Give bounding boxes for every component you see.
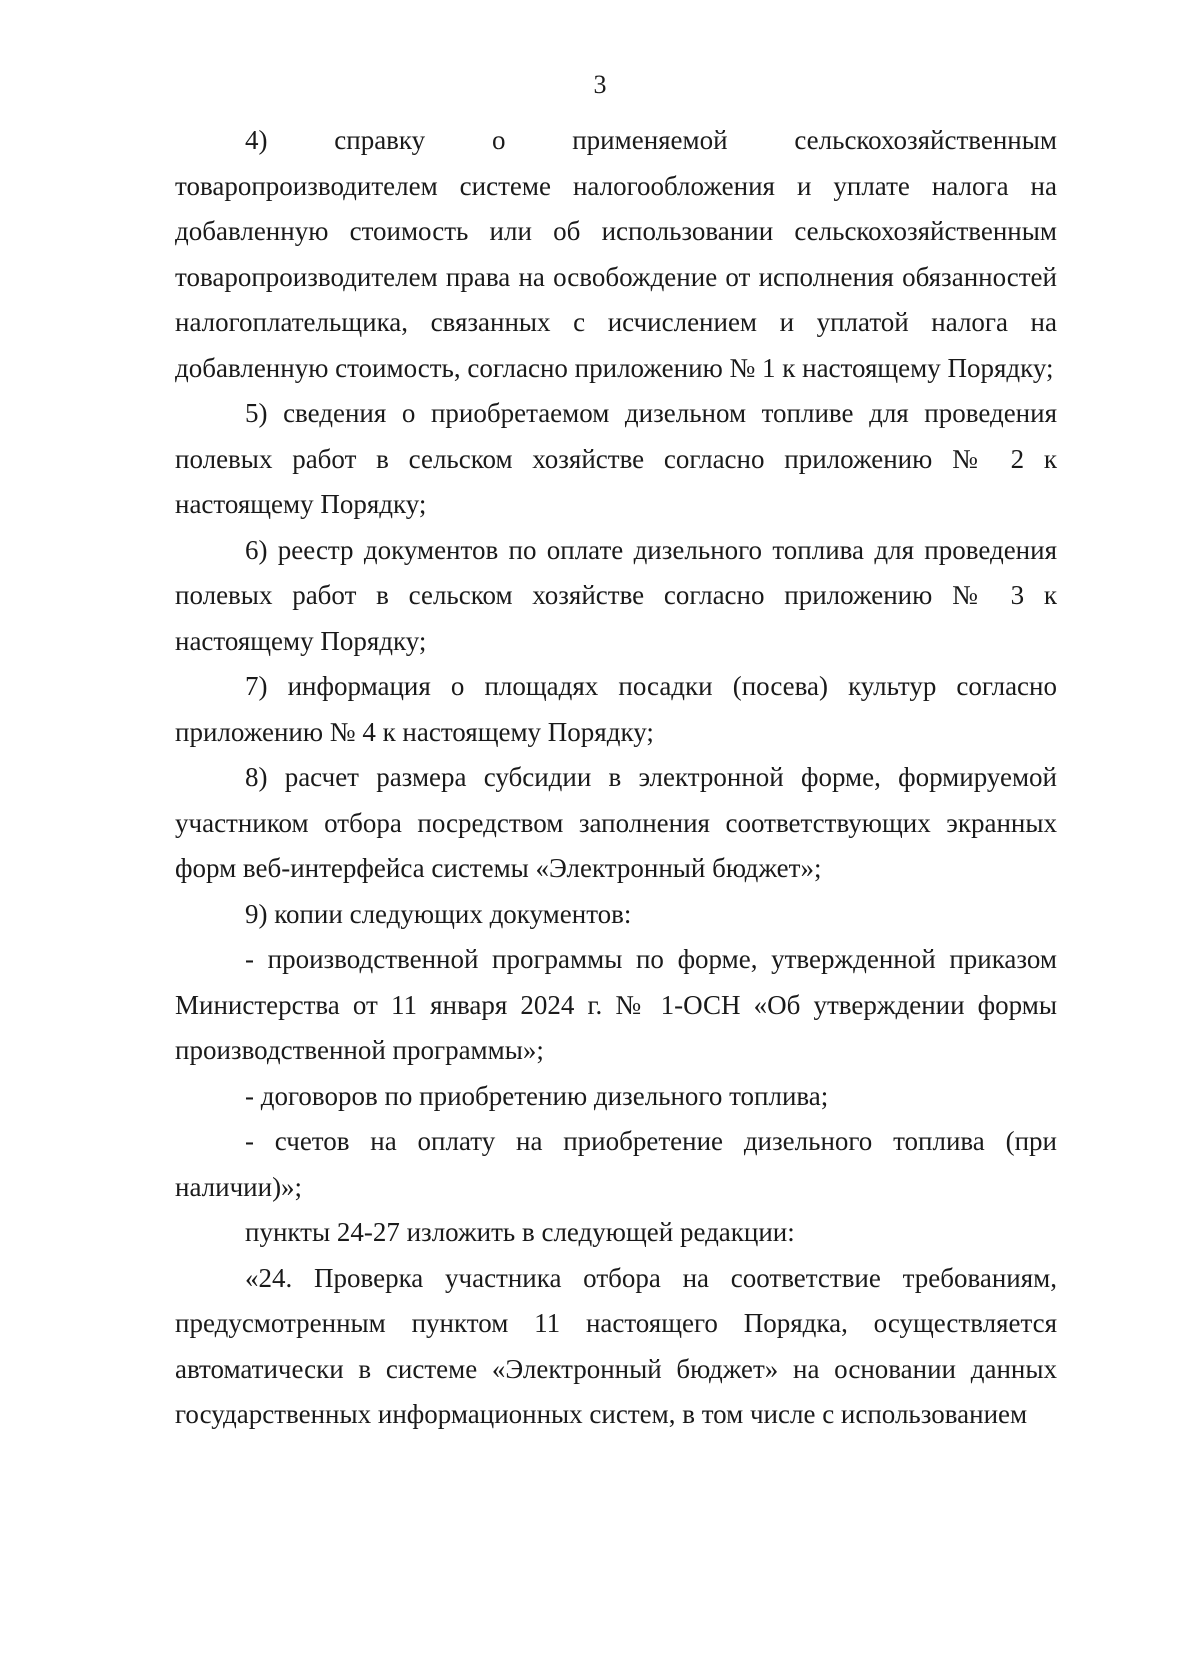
page-number: 3	[593, 70, 607, 99]
paragraph-item-5: 5) сведения о приобретаемом дизельном топливе для проведения полевых работ в сельском хозяйстве согласно приложению № 2 к настоящему Порядку;	[175, 398, 1057, 519]
paragraph-point-24: «24. Проверка участника отбора на соответствие требованиям, предусмотренным пунктом 11 настоящего Порядка, осуществляется автоматически в системе «Электронный бюджет» на основании данных государственных информационных систем, в том числе с использованием	[175, 1262, 1057, 1429]
paragraph-amendment-intro: пункты 24-27 изложить в следующей редакции:	[245, 1217, 795, 1247]
paragraph-item-6: 6) реестр документов по оплате дизельного топлива для проведения полевых работ в сельском хозяйстве согласно приложению № 3 к настоящему Порядку;	[175, 534, 1057, 656]
paragraph-item-8: 8) расчет размера субсидии в электронной форме, формируемой участником отбора посредством заполнения соответствующих экранных форм веб-интерфейса системы «Электронный бюджет»;	[175, 762, 1057, 883]
paragraph-item-7: 7) информация о площадях посадки (посева) культур согласно приложению № 4 к настоящему Порядку;	[175, 671, 1057, 747]
paragraph-subitem-fuel-invoices: - счетов на оплату на приобретение дизельного топлива (при наличии)»;	[175, 1126, 1057, 1202]
paragraph-item-9: 9) копии следующих документов:	[245, 898, 632, 929]
paragraph-subitem-fuel-contracts: - договоров по приобретению дизельного топлива;	[245, 1080, 829, 1111]
paragraph-item-4: 4) справку о применяемой сельскохозяйственным товаропроизводителем системе налогообложения и уплате налога на добавленную стоимость или об использовании сельскохозяйственным товаропроизводителем права на освобождение от исполнения обязанностей налогоплательщика, связанных с исчислением и уплатой налога на добавленную стоимость, согласно приложению № 1 к настоящему Порядку;	[175, 125, 1057, 383]
paragraph-subitem-production-program: - производственной программы по форме, утвержденной приказом Министерства от 11 января 2024 г. № 1-ОСН «Об утверждении формы производственной программы»;	[175, 944, 1057, 1065]
document-body	[175, 118, 1057, 1438]
